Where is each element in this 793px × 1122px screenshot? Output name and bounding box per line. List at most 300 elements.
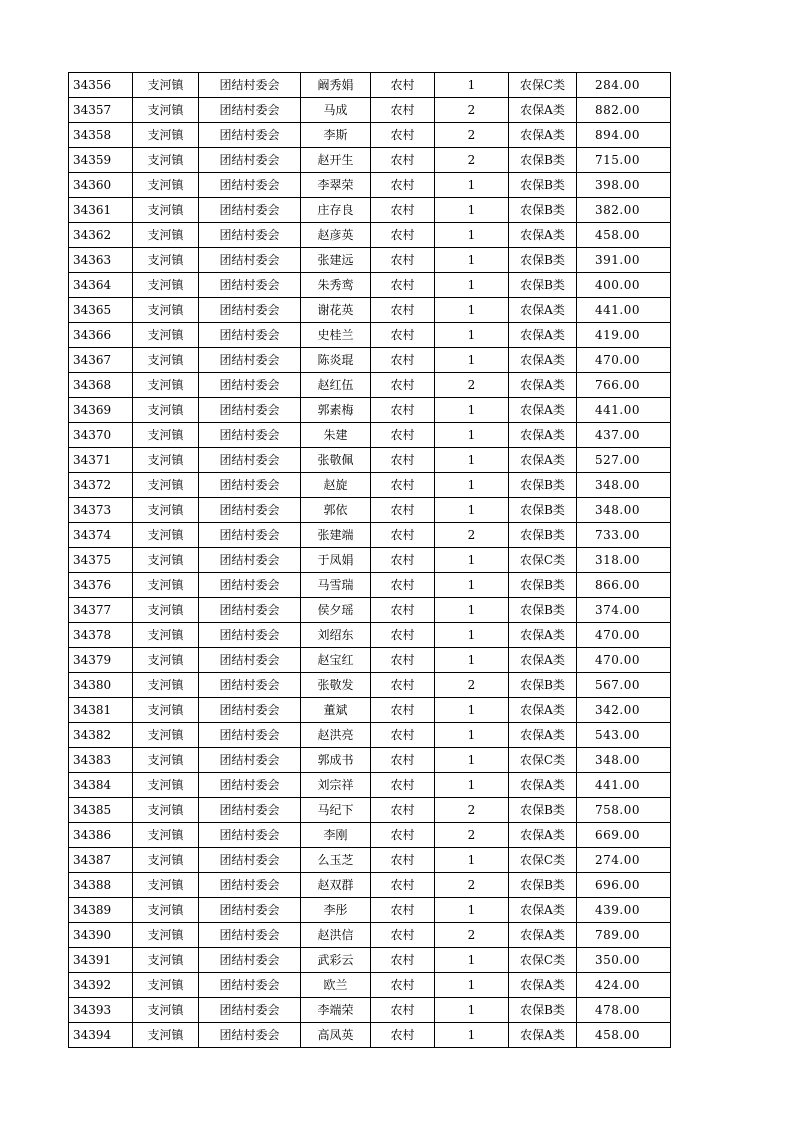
insurance-class-cell: 农保B类 <box>509 473 577 498</box>
village-committee-cell: 团结村委会 <box>199 323 301 348</box>
household-count-cell: 2 <box>435 673 509 698</box>
record-id-cell: 34387 <box>69 848 133 873</box>
record-id-cell: 34388 <box>69 873 133 898</box>
record-id-cell: 34383 <box>69 748 133 773</box>
village-committee-cell: 团结村委会 <box>199 123 301 148</box>
record-id-cell: 34366 <box>69 323 133 348</box>
table-row <box>69 648 671 673</box>
village-committee-cell: 团结村委会 <box>199 198 301 223</box>
residence-type-cell: 农村 <box>371 823 435 848</box>
town-cell: 支河镇 <box>133 198 199 223</box>
residence-type-cell: 农村 <box>371 923 435 948</box>
household-count-cell: 1 <box>435 598 509 623</box>
insurance-class-cell: 农保B类 <box>509 598 577 623</box>
residence-type-cell: 农村 <box>371 148 435 173</box>
amount-cell: 400.00 <box>577 273 671 298</box>
village-committee-cell: 团结村委会 <box>199 973 301 998</box>
village-committee-cell: 团结村委会 <box>199 548 301 573</box>
amount-cell: 382.00 <box>577 198 671 223</box>
village-committee-cell: 团结村委会 <box>199 273 301 298</box>
household-count-cell: 1 <box>435 398 509 423</box>
record-id-cell: 34385 <box>69 798 133 823</box>
person-name-cell: 于凤娟 <box>301 548 371 573</box>
town-cell: 支河镇 <box>133 748 199 773</box>
record-id-cell: 34357 <box>69 98 133 123</box>
person-name-cell: 李翠荣 <box>301 173 371 198</box>
household-count-cell: 2 <box>435 823 509 848</box>
table-row <box>69 998 671 1023</box>
record-id-cell: 34356 <box>69 73 133 98</box>
household-count-cell: 2 <box>435 923 509 948</box>
amount-cell: 350.00 <box>577 948 671 973</box>
insurance-class-cell: 农保B类 <box>509 798 577 823</box>
residence-type-cell: 农村 <box>371 448 435 473</box>
village-committee-cell: 团结村委会 <box>199 448 301 473</box>
residence-type-cell: 农村 <box>371 273 435 298</box>
town-cell: 支河镇 <box>133 923 199 948</box>
village-committee-cell: 团结村委会 <box>199 848 301 873</box>
household-count-cell: 1 <box>435 998 509 1023</box>
amount-cell: 398.00 <box>577 173 671 198</box>
person-name-cell: 马雪瑞 <box>301 573 371 598</box>
residence-type-cell: 农村 <box>371 948 435 973</box>
table-row <box>69 73 671 98</box>
record-id-cell: 34370 <box>69 423 133 448</box>
record-id-cell: 34377 <box>69 598 133 623</box>
record-id-cell: 34362 <box>69 223 133 248</box>
amount-cell: 348.00 <box>577 473 671 498</box>
town-cell: 支河镇 <box>133 223 199 248</box>
record-id-cell: 34378 <box>69 623 133 648</box>
amount-cell: 527.00 <box>577 448 671 473</box>
household-count-cell: 2 <box>435 373 509 398</box>
person-name-cell: 高凤英 <box>301 1023 371 1048</box>
amount-cell: 470.00 <box>577 348 671 373</box>
town-cell: 支河镇 <box>133 798 199 823</box>
amount-cell: 441.00 <box>577 298 671 323</box>
table-row <box>69 398 671 423</box>
amount-cell: 441.00 <box>577 773 671 798</box>
village-committee-cell: 团结村委会 <box>199 948 301 973</box>
amount-cell: 894.00 <box>577 123 671 148</box>
residence-type-cell: 农村 <box>371 848 435 873</box>
person-name-cell: 张敬发 <box>301 673 371 698</box>
record-id-cell: 34369 <box>69 398 133 423</box>
town-cell: 支河镇 <box>133 298 199 323</box>
amount-cell: 318.00 <box>577 548 671 573</box>
household-count-cell: 2 <box>435 523 509 548</box>
town-cell: 支河镇 <box>133 273 199 298</box>
insurance-class-cell: 农保A类 <box>509 423 577 448</box>
residence-type-cell: 农村 <box>371 573 435 598</box>
table-row <box>69 523 671 548</box>
residence-type-cell: 农村 <box>371 373 435 398</box>
village-committee-cell: 团结村委会 <box>199 348 301 373</box>
town-cell: 支河镇 <box>133 73 199 98</box>
record-id-cell: 34365 <box>69 298 133 323</box>
household-count-cell: 2 <box>435 98 509 123</box>
person-name-cell: 郭依 <box>301 498 371 523</box>
table-row <box>69 273 671 298</box>
household-count-cell: 2 <box>435 123 509 148</box>
amount-cell: 348.00 <box>577 498 671 523</box>
insurance-class-cell: 农保C类 <box>509 748 577 773</box>
table-row <box>69 973 671 998</box>
table-row <box>69 198 671 223</box>
person-name-cell: 刘宗祥 <box>301 773 371 798</box>
town-cell: 支河镇 <box>133 898 199 923</box>
person-name-cell: 郭素梅 <box>301 398 371 423</box>
household-count-cell: 1 <box>435 498 509 523</box>
residence-type-cell: 农村 <box>371 298 435 323</box>
household-count-cell: 1 <box>435 848 509 873</box>
village-committee-cell: 团结村委会 <box>199 698 301 723</box>
person-name-cell: 李彤 <box>301 898 371 923</box>
residence-type-cell: 农村 <box>371 598 435 623</box>
record-id-cell: 34394 <box>69 1023 133 1048</box>
amount-cell: 866.00 <box>577 573 671 598</box>
town-cell: 支河镇 <box>133 98 199 123</box>
household-count-cell: 2 <box>435 798 509 823</box>
household-count-cell: 1 <box>435 323 509 348</box>
record-id-cell: 34382 <box>69 723 133 748</box>
amount-cell: 789.00 <box>577 923 671 948</box>
record-id-cell: 34379 <box>69 648 133 673</box>
residence-type-cell: 农村 <box>371 98 435 123</box>
table-row <box>69 848 671 873</box>
person-name-cell: 李斯 <box>301 123 371 148</box>
household-count-cell: 1 <box>435 648 509 673</box>
amount-cell: 766.00 <box>577 373 671 398</box>
insurance-class-cell: 农保B类 <box>509 673 577 698</box>
insurance-class-cell: 农保B类 <box>509 173 577 198</box>
amount-cell: 458.00 <box>577 223 671 248</box>
person-name-cell: 赵彦英 <box>301 223 371 248</box>
household-count-cell: 1 <box>435 198 509 223</box>
residence-type-cell: 农村 <box>371 873 435 898</box>
residence-type-cell: 农村 <box>371 248 435 273</box>
village-committee-cell: 团结村委会 <box>199 423 301 448</box>
table-row <box>69 173 671 198</box>
record-id-cell: 34375 <box>69 548 133 573</box>
insurance-class-cell: 农保B类 <box>509 273 577 298</box>
household-count-cell: 1 <box>435 423 509 448</box>
town-cell: 支河镇 <box>133 773 199 798</box>
table-row <box>69 1023 671 1048</box>
person-name-cell: 郭成书 <box>301 748 371 773</box>
insurance-class-cell: 农保A类 <box>509 1023 577 1048</box>
insurance-class-cell: 农保C类 <box>509 548 577 573</box>
residence-type-cell: 农村 <box>371 973 435 998</box>
insurance-class-cell: 农保A类 <box>509 723 577 748</box>
table-row <box>69 98 671 123</box>
residence-type-cell: 农村 <box>371 223 435 248</box>
town-cell: 支河镇 <box>133 473 199 498</box>
insurance-class-cell: 农保A类 <box>509 348 577 373</box>
insurance-class-cell: 农保B类 <box>509 573 577 598</box>
residence-type-cell: 农村 <box>371 623 435 648</box>
person-name-cell: 张建端 <box>301 523 371 548</box>
village-committee-cell: 团结村委会 <box>199 723 301 748</box>
residence-type-cell: 农村 <box>371 748 435 773</box>
table-row <box>69 323 671 348</box>
town-cell: 支河镇 <box>133 548 199 573</box>
household-count-cell: 2 <box>435 148 509 173</box>
residence-type-cell: 农村 <box>371 1023 435 1048</box>
amount-cell: 374.00 <box>577 598 671 623</box>
record-id-cell: 34368 <box>69 373 133 398</box>
household-count-cell: 1 <box>435 273 509 298</box>
person-name-cell: 欧兰 <box>301 973 371 998</box>
person-name-cell: 赵开生 <box>301 148 371 173</box>
amount-cell: 543.00 <box>577 723 671 748</box>
amount-cell: 419.00 <box>577 323 671 348</box>
record-id-cell: 34363 <box>69 248 133 273</box>
table-row <box>69 798 671 823</box>
record-id-cell: 34374 <box>69 523 133 548</box>
town-cell: 支河镇 <box>133 823 199 848</box>
town-cell: 支河镇 <box>133 573 199 598</box>
village-committee-cell: 团结村委会 <box>199 1023 301 1048</box>
amount-cell: 458.00 <box>577 1023 671 1048</box>
town-cell: 支河镇 <box>133 398 199 423</box>
village-committee-cell: 团结村委会 <box>199 148 301 173</box>
town-cell: 支河镇 <box>133 423 199 448</box>
record-id-cell: 34376 <box>69 573 133 598</box>
village-committee-cell: 团结村委会 <box>199 573 301 598</box>
insurance-class-cell: 农保A类 <box>509 923 577 948</box>
table-row <box>69 473 671 498</box>
insurance-class-cell: 农保B类 <box>509 248 577 273</box>
village-committee-cell: 团结村委会 <box>199 773 301 798</box>
town-cell: 支河镇 <box>133 173 199 198</box>
insurance-class-cell: 农保A类 <box>509 648 577 673</box>
village-committee-cell: 团结村委会 <box>199 873 301 898</box>
person-name-cell: 谢花英 <box>301 298 371 323</box>
amount-cell: 733.00 <box>577 523 671 548</box>
insurance-class-cell: 农保B类 <box>509 873 577 898</box>
household-count-cell: 1 <box>435 898 509 923</box>
insurance-class-cell: 农保A类 <box>509 223 577 248</box>
household-count-cell: 1 <box>435 773 509 798</box>
town-cell: 支河镇 <box>133 723 199 748</box>
household-count-cell: 1 <box>435 348 509 373</box>
table-row <box>69 448 671 473</box>
table-row <box>69 248 671 273</box>
record-id-cell: 34391 <box>69 948 133 973</box>
record-id-cell: 34380 <box>69 673 133 698</box>
record-id-cell: 34392 <box>69 973 133 998</box>
amount-cell: 478.00 <box>577 998 671 1023</box>
household-count-cell: 1 <box>435 73 509 98</box>
insurance-class-cell: 农保A类 <box>509 98 577 123</box>
village-committee-cell: 团结村委会 <box>199 798 301 823</box>
table-row <box>69 498 671 523</box>
insurance-class-cell: 农保B类 <box>509 198 577 223</box>
household-count-cell: 1 <box>435 248 509 273</box>
table-row <box>69 223 671 248</box>
table-row <box>69 698 671 723</box>
residence-type-cell: 农村 <box>371 698 435 723</box>
amount-cell: 424.00 <box>577 973 671 998</box>
town-cell: 支河镇 <box>133 673 199 698</box>
table-row <box>69 673 671 698</box>
town-cell: 支河镇 <box>133 348 199 373</box>
village-committee-cell: 团结村委会 <box>199 498 301 523</box>
household-count-cell: 1 <box>435 623 509 648</box>
person-name-cell: 阚秀娟 <box>301 73 371 98</box>
insurance-class-cell: 农保A类 <box>509 773 577 798</box>
village-committee-cell: 团结村委会 <box>199 248 301 273</box>
household-count-cell: 1 <box>435 448 509 473</box>
residence-type-cell: 农村 <box>371 198 435 223</box>
village-committee-cell: 团结村委会 <box>199 398 301 423</box>
town-cell: 支河镇 <box>133 648 199 673</box>
insurance-class-cell: 农保B类 <box>509 148 577 173</box>
table-row <box>69 898 671 923</box>
insurance-class-cell: 农保B类 <box>509 498 577 523</box>
amount-cell: 696.00 <box>577 873 671 898</box>
residence-type-cell: 农村 <box>371 473 435 498</box>
person-name-cell: 史桂兰 <box>301 323 371 348</box>
insurance-class-cell: 农保A类 <box>509 623 577 648</box>
record-id-cell: 34381 <box>69 698 133 723</box>
person-name-cell: 赵洪亮 <box>301 723 371 748</box>
village-committee-cell: 团结村委会 <box>199 998 301 1023</box>
data-table <box>68 72 671 1048</box>
residence-type-cell: 农村 <box>371 423 435 448</box>
town-cell: 支河镇 <box>133 948 199 973</box>
insurance-class-cell: 农保B类 <box>509 998 577 1023</box>
amount-cell: 348.00 <box>577 748 671 773</box>
residence-type-cell: 农村 <box>371 648 435 673</box>
insurance-class-cell: 农保A类 <box>509 898 577 923</box>
household-count-cell: 1 <box>435 548 509 573</box>
town-cell: 支河镇 <box>133 623 199 648</box>
amount-cell: 470.00 <box>577 623 671 648</box>
person-name-cell: 么玉芝 <box>301 848 371 873</box>
table-row <box>69 423 671 448</box>
record-id-cell: 34364 <box>69 273 133 298</box>
village-committee-cell: 团结村委会 <box>199 748 301 773</box>
household-count-cell: 1 <box>435 298 509 323</box>
household-count-cell: 1 <box>435 948 509 973</box>
insurance-class-cell: 农保A类 <box>509 298 577 323</box>
insurance-class-cell: 农保B类 <box>509 523 577 548</box>
village-committee-cell: 团结村委会 <box>199 673 301 698</box>
person-name-cell: 赵双群 <box>301 873 371 898</box>
village-committee-cell: 团结村委会 <box>199 623 301 648</box>
person-name-cell: 陈炎琨 <box>301 348 371 373</box>
village-committee-cell: 团结村委会 <box>199 223 301 248</box>
person-name-cell: 刘绍东 <box>301 623 371 648</box>
table-row <box>69 148 671 173</box>
person-name-cell: 李端荣 <box>301 998 371 1023</box>
village-committee-cell: 团结村委会 <box>199 473 301 498</box>
person-name-cell: 武彩云 <box>301 948 371 973</box>
person-name-cell: 马成 <box>301 98 371 123</box>
village-committee-cell: 团结村委会 <box>199 523 301 548</box>
table-row <box>69 773 671 798</box>
record-id-cell: 34389 <box>69 898 133 923</box>
town-cell: 支河镇 <box>133 1023 199 1048</box>
person-name-cell: 朱建 <box>301 423 371 448</box>
insurance-class-cell: 农保C类 <box>509 73 577 98</box>
household-count-cell: 2 <box>435 873 509 898</box>
person-name-cell: 赵宝红 <box>301 648 371 673</box>
town-cell: 支河镇 <box>133 998 199 1023</box>
village-committee-cell: 团结村委会 <box>199 98 301 123</box>
insurance-class-cell: 农保A类 <box>509 398 577 423</box>
household-count-cell: 1 <box>435 723 509 748</box>
insurance-class-cell: 农保A类 <box>509 823 577 848</box>
residence-type-cell: 农村 <box>371 523 435 548</box>
village-committee-cell: 团结村委会 <box>199 898 301 923</box>
amount-cell: 284.00 <box>577 73 671 98</box>
record-id-cell: 34386 <box>69 823 133 848</box>
insurance-class-cell: 农保A类 <box>509 973 577 998</box>
insurance-class-cell: 农保A类 <box>509 698 577 723</box>
household-count-cell: 1 <box>435 473 509 498</box>
record-id-cell: 34372 <box>69 473 133 498</box>
insurance-class-cell: 农保C类 <box>509 948 577 973</box>
person-name-cell: 朱秀鸾 <box>301 273 371 298</box>
amount-cell: 470.00 <box>577 648 671 673</box>
residence-type-cell: 农村 <box>371 998 435 1023</box>
residence-type-cell: 农村 <box>371 73 435 98</box>
table-row <box>69 873 671 898</box>
town-cell: 支河镇 <box>133 973 199 998</box>
village-committee-cell: 团结村委会 <box>199 923 301 948</box>
amount-cell: 567.00 <box>577 673 671 698</box>
amount-cell: 669.00 <box>577 823 671 848</box>
amount-cell: 439.00 <box>577 898 671 923</box>
village-committee-cell: 团结村委会 <box>199 73 301 98</box>
insurance-class-cell: 农保A类 <box>509 123 577 148</box>
household-count-cell: 1 <box>435 1023 509 1048</box>
table-row <box>69 373 671 398</box>
residence-type-cell: 农村 <box>371 348 435 373</box>
residence-type-cell: 农村 <box>371 173 435 198</box>
insurance-class-cell: 农保A类 <box>509 373 577 398</box>
person-name-cell: 赵洪信 <box>301 923 371 948</box>
person-name-cell: 侯夕瑶 <box>301 598 371 623</box>
amount-cell: 441.00 <box>577 398 671 423</box>
table-row <box>69 948 671 973</box>
household-count-cell: 1 <box>435 748 509 773</box>
person-name-cell: 马纪下 <box>301 798 371 823</box>
town-cell: 支河镇 <box>133 448 199 473</box>
village-committee-cell: 团结村委会 <box>199 373 301 398</box>
town-cell: 支河镇 <box>133 848 199 873</box>
record-id-cell: 34384 <box>69 773 133 798</box>
residence-type-cell: 农村 <box>371 798 435 823</box>
person-name-cell: 李刚 <box>301 823 371 848</box>
table-row <box>69 123 671 148</box>
record-id-cell: 34358 <box>69 123 133 148</box>
village-committee-cell: 团结村委会 <box>199 598 301 623</box>
person-name-cell: 董斌 <box>301 698 371 723</box>
amount-cell: 715.00 <box>577 148 671 173</box>
town-cell: 支河镇 <box>133 373 199 398</box>
town-cell: 支河镇 <box>133 148 199 173</box>
household-count-cell: 1 <box>435 173 509 198</box>
town-cell: 支河镇 <box>133 523 199 548</box>
town-cell: 支河镇 <box>133 498 199 523</box>
amount-cell: 758.00 <box>577 798 671 823</box>
person-name-cell: 张建远 <box>301 248 371 273</box>
residence-type-cell: 农村 <box>371 398 435 423</box>
